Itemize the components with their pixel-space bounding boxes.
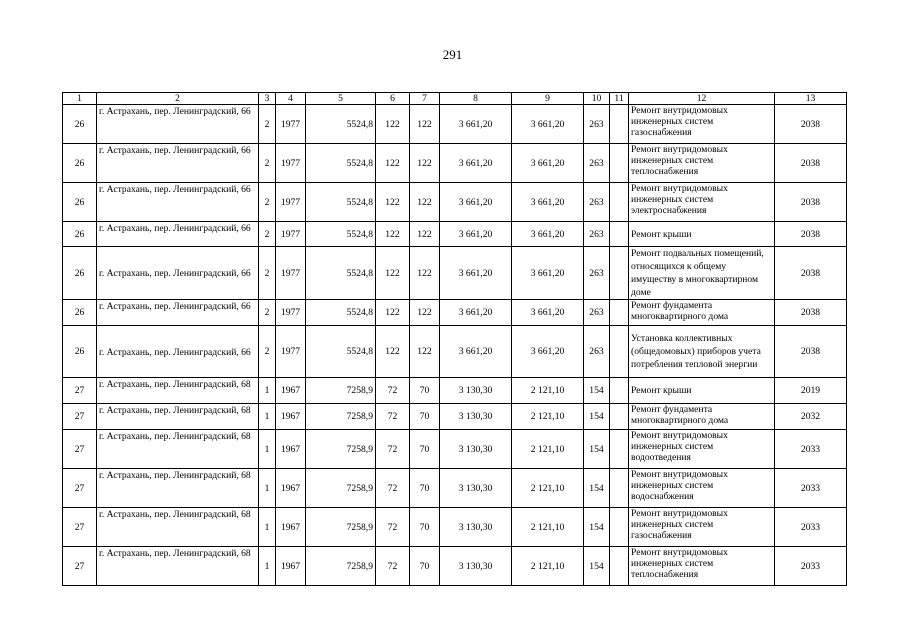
col11-cell	[610, 326, 629, 378]
col8-cell: 3 130,30	[440, 508, 512, 547]
total-area-cell: 5524,8	[306, 300, 376, 326]
col11-cell	[610, 247, 629, 300]
column-number: 3	[259, 93, 276, 105]
table-row	[63, 247, 847, 300]
col8-cell: 3 130,30	[440, 469, 512, 508]
col8-cell: 3 130,30	[440, 404, 512, 430]
total-area-cell: 7258,9	[306, 430, 376, 469]
total-area-cell: 7258,9	[306, 378, 376, 404]
planned-year-cell: 2038	[775, 183, 847, 222]
col7-cell: 70	[410, 547, 440, 586]
col10-cell: 263	[584, 300, 610, 326]
address-cell: г. Астрахань, пер. Ленинградский, 68	[97, 404, 259, 430]
col11-cell	[610, 508, 629, 547]
floors-cell: 1	[259, 469, 276, 508]
col10-cell: 154	[584, 430, 610, 469]
row-number: 26	[63, 222, 97, 247]
col10-cell: 263	[584, 326, 610, 378]
planned-year-cell: 2038	[775, 247, 847, 300]
col8-cell: 3 130,30	[440, 547, 512, 586]
floors-cell: 2	[259, 183, 276, 222]
total-area-cell: 5524,8	[306, 105, 376, 144]
col9-cell: 2 121,10	[512, 547, 584, 586]
work-type-cell: Ремонт фундамента многоквартирного дома	[629, 404, 775, 430]
col7-cell: 122	[410, 183, 440, 222]
col11-cell	[610, 300, 629, 326]
floors-cell: 2	[259, 144, 276, 183]
table-row	[63, 222, 847, 247]
work-type-cell: Ремонт внутридомовых инженерных систем теплоснабжения	[629, 547, 775, 586]
work-type-cell: Ремонт внутридомовых инженерных систем электроснабжения	[629, 183, 775, 222]
work-type-cell: Ремонт фундамента многоквартирного дома	[629, 300, 775, 326]
build-year-cell: 1977	[276, 326, 306, 378]
col9-cell: 3 661,20	[512, 105, 584, 144]
col11-cell	[610, 183, 629, 222]
col8-cell: 3 661,20	[440, 326, 512, 378]
row-number: 26	[63, 247, 97, 300]
row-number: 26	[63, 326, 97, 378]
row-number: 27	[63, 547, 97, 586]
table-row	[63, 469, 847, 508]
planned-year-cell: 2038	[775, 300, 847, 326]
table-row	[63, 326, 847, 378]
row-number: 27	[63, 469, 97, 508]
col7-cell: 122	[410, 222, 440, 247]
total-area-cell: 5524,8	[306, 326, 376, 378]
col9-cell: 2 121,10	[512, 430, 584, 469]
col11-cell	[610, 430, 629, 469]
col7-cell: 122	[410, 105, 440, 144]
build-year-cell: 1977	[276, 300, 306, 326]
build-year-cell: 1977	[276, 222, 306, 247]
column-number: 6	[376, 93, 410, 105]
table-row	[63, 508, 847, 547]
row-number: 27	[63, 430, 97, 469]
col7-cell: 122	[410, 300, 440, 326]
col11-cell	[610, 469, 629, 508]
col11-cell	[610, 404, 629, 430]
col8-cell: 3 661,20	[440, 144, 512, 183]
table-row	[63, 144, 847, 183]
col9-cell: 2 121,10	[512, 508, 584, 547]
col9-cell: 3 661,20	[512, 300, 584, 326]
col7-cell: 122	[410, 144, 440, 183]
address-cell: г. Астрахань, пер. Ленинградский, 66	[97, 247, 259, 300]
total-area-cell: 7258,9	[306, 547, 376, 586]
total-area-cell: 5524,8	[306, 183, 376, 222]
address-cell: г. Астрахань, пер. Ленинградский, 68	[97, 508, 259, 547]
table-row	[63, 547, 847, 586]
floors-cell: 2	[259, 105, 276, 144]
address-cell: г. Астрахань, пер. Ленинградский, 66	[97, 105, 259, 144]
col9-cell: 3 661,20	[512, 144, 584, 183]
planned-year-cell: 2033	[775, 508, 847, 547]
floors-cell: 1	[259, 404, 276, 430]
planned-year-cell: 2032	[775, 404, 847, 430]
floors-cell: 2	[259, 326, 276, 378]
col8-cell: 3 130,30	[440, 378, 512, 404]
column-number: 8	[440, 93, 512, 105]
col9-cell: 3 661,20	[512, 247, 584, 300]
address-cell: г. Астрахань, пер. Ленинградский, 66	[97, 144, 259, 183]
total-area-cell: 7258,9	[306, 469, 376, 508]
col7-cell: 70	[410, 404, 440, 430]
col6-cell: 72	[376, 469, 410, 508]
col9-cell: 3 661,20	[512, 183, 584, 222]
column-number-row	[63, 93, 847, 105]
col8-cell: 3 661,20	[440, 183, 512, 222]
col8-cell: 3 661,20	[440, 247, 512, 300]
col7-cell: 122	[410, 247, 440, 300]
col6-cell: 72	[376, 404, 410, 430]
floors-cell: 1	[259, 508, 276, 547]
col11-cell	[610, 378, 629, 404]
floors-cell: 2	[259, 247, 276, 300]
planned-year-cell: 2038	[775, 222, 847, 247]
build-year-cell: 1977	[276, 183, 306, 222]
work-type-cell: Ремонт внутридомовых инженерных систем водоснабжения	[629, 469, 775, 508]
build-year-cell: 1967	[276, 378, 306, 404]
work-type-cell: Ремонт крыши	[629, 378, 775, 404]
col6-cell: 122	[376, 144, 410, 183]
work-type-cell: Ремонт внутридомовых инженерных систем теплоснабжения	[629, 144, 775, 183]
address-cell: г. Астрахань, пер. Ленинградский, 66	[97, 326, 259, 378]
column-number: 5	[306, 93, 376, 105]
column-number: 9	[512, 93, 584, 105]
work-type-cell: Ремонт внутридомовых инженерных систем газоснабжения	[629, 105, 775, 144]
address-cell: г. Астрахань, пер. Ленинградский, 66	[97, 183, 259, 222]
col9-cell: 2 121,10	[512, 378, 584, 404]
column-number: 12	[629, 93, 775, 105]
col10-cell: 154	[584, 404, 610, 430]
build-year-cell: 1967	[276, 547, 306, 586]
col8-cell: 3 130,30	[440, 430, 512, 469]
table-row	[63, 105, 847, 144]
column-number: 4	[276, 93, 306, 105]
total-area-cell: 7258,9	[306, 404, 376, 430]
row-number: 27	[63, 404, 97, 430]
col7-cell: 70	[410, 508, 440, 547]
col10-cell: 263	[584, 222, 610, 247]
col11-cell	[610, 105, 629, 144]
total-area-cell: 7258,9	[306, 508, 376, 547]
col11-cell	[610, 547, 629, 586]
col7-cell: 70	[410, 378, 440, 404]
column-number: 11	[610, 93, 629, 105]
col9-cell: 2 121,10	[512, 404, 584, 430]
col6-cell: 122	[376, 247, 410, 300]
col9-cell: 3 661,20	[512, 222, 584, 247]
row-number: 27	[63, 378, 97, 404]
row-number: 26	[63, 183, 97, 222]
table-row	[63, 378, 847, 404]
row-number: 26	[63, 105, 97, 144]
page-number: 291	[442, 47, 463, 62]
col6-cell: 72	[376, 508, 410, 547]
table-row	[63, 183, 847, 222]
column-number: 13	[775, 93, 847, 105]
capital-repair-table	[62, 92, 847, 586]
work-type-cell: Ремонт внутридомовых инженерных систем газоснабжения	[629, 508, 775, 547]
address-cell: г. Астрахань, пер. Ленинградский, 68	[97, 469, 259, 508]
col8-cell: 3 661,20	[440, 300, 512, 326]
planned-year-cell: 2033	[775, 430, 847, 469]
col9-cell: 2 121,10	[512, 469, 584, 508]
planned-year-cell: 2019	[775, 378, 847, 404]
col10-cell: 154	[584, 469, 610, 508]
build-year-cell: 1977	[276, 144, 306, 183]
col10-cell: 154	[584, 547, 610, 586]
address-cell: г. Астрахань, пер. Ленинградский, 66	[97, 300, 259, 326]
address-cell: г. Астрахань, пер. Ленинградский, 66	[97, 222, 259, 247]
col6-cell: 72	[376, 430, 410, 469]
col11-cell	[610, 144, 629, 183]
planned-year-cell: 2033	[775, 547, 847, 586]
planned-year-cell: 2038	[775, 144, 847, 183]
col6-cell: 72	[376, 378, 410, 404]
col10-cell: 263	[584, 144, 610, 183]
planned-year-cell: 2038	[775, 326, 847, 378]
col6-cell: 122	[376, 183, 410, 222]
planned-year-cell: 2038	[775, 105, 847, 144]
floors-cell: 1	[259, 547, 276, 586]
col8-cell: 3 661,20	[440, 105, 512, 144]
column-number: 10	[584, 93, 610, 105]
col7-cell: 70	[410, 430, 440, 469]
total-area-cell: 5524,8	[306, 247, 376, 300]
col10-cell: 263	[584, 183, 610, 222]
table-row	[63, 300, 847, 326]
address-cell: г. Астрахань, пер. Ленинградский, 68	[97, 378, 259, 404]
build-year-cell: 1967	[276, 404, 306, 430]
col10-cell: 263	[584, 105, 610, 144]
total-area-cell: 5524,8	[306, 222, 376, 247]
build-year-cell: 1967	[276, 469, 306, 508]
column-number: 1	[63, 93, 97, 105]
work-type-cell: Ремонт подвальных помещений, относящихся к общему имуществу в многоквартирном доме	[629, 247, 775, 300]
col6-cell: 122	[376, 300, 410, 326]
col6-cell: 72	[376, 547, 410, 586]
table-row	[63, 404, 847, 430]
column-number: 7	[410, 93, 440, 105]
col6-cell: 122	[376, 326, 410, 378]
col9-cell: 3 661,20	[512, 326, 584, 378]
row-number: 27	[63, 508, 97, 547]
row-number: 26	[63, 300, 97, 326]
col6-cell: 122	[376, 105, 410, 144]
build-year-cell: 1977	[276, 105, 306, 144]
row-number: 26	[63, 144, 97, 183]
floors-cell: 2	[259, 300, 276, 326]
col7-cell: 70	[410, 469, 440, 508]
address-cell: г. Астрахань, пер. Ленинградский, 68	[97, 547, 259, 586]
build-year-cell: 1967	[276, 430, 306, 469]
col11-cell	[610, 222, 629, 247]
build-year-cell: 1967	[276, 508, 306, 547]
work-type-cell: Ремонт крыши	[629, 222, 775, 247]
column-number: 2	[97, 93, 259, 105]
floors-cell: 1	[259, 378, 276, 404]
col10-cell: 263	[584, 247, 610, 300]
total-area-cell: 5524,8	[306, 144, 376, 183]
work-type-cell: Ремонт внутридомовых инженерных систем водоотведения	[629, 430, 775, 469]
table-row	[63, 430, 847, 469]
build-year-cell: 1977	[276, 247, 306, 300]
floors-cell: 2	[259, 222, 276, 247]
col7-cell: 122	[410, 326, 440, 378]
col10-cell: 154	[584, 508, 610, 547]
address-cell: г. Астрахань, пер. Ленинградский, 68	[97, 430, 259, 469]
col6-cell: 122	[376, 222, 410, 247]
floors-cell: 1	[259, 430, 276, 469]
work-type-cell: Установка коллективных (общедомовых) приборов учета потребления тепловой энергии	[629, 326, 775, 378]
planned-year-cell: 2033	[775, 469, 847, 508]
col8-cell: 3 661,20	[440, 222, 512, 247]
col10-cell: 154	[584, 378, 610, 404]
